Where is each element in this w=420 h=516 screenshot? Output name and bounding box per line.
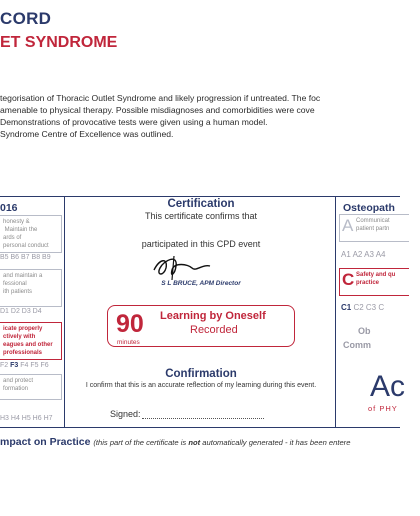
description-line: tegorisation of Thoracic Outlet Syndrome and likely progression if untreated. The foc [0,93,321,103]
record-title: CORD [0,9,52,28]
standard-box-d [0,269,62,307]
right-divider [335,196,336,428]
description-line: Demonstrations of provocative tests were given using a human model. [0,117,268,127]
participation-text: participated in this CPD event [141,239,261,249]
comments-label: Comm [343,340,372,350]
syndrome-title: ET SYNDROME [0,34,118,51]
learning-status: Recorded [190,324,238,336]
left-divider [64,196,65,428]
note-text: (this part of the certificate is [93,438,189,447]
academy-logo-subtitle: of PHY [368,404,398,413]
certification-heading: Certification [167,198,235,210]
code-selected: C1 [341,303,352,312]
standard-box-h [0,374,62,400]
theme-text: Safety and qu practice [356,272,396,286]
theme-codes-a: A1 A2 A3 A4 [341,250,386,259]
code: F4 F5 F6 [18,362,49,369]
code-selected: F3 [10,362,19,369]
certification-subtitle: This certificate confirms that [144,211,258,221]
objectives-label: Ob [358,326,371,336]
standard-text: and maintain a fessional ith patients [3,273,43,295]
impact-heading: mpact on Practice [0,436,91,448]
academy-logo: Ac [370,370,406,403]
osteopath-heading: Osteopath [343,202,395,214]
signature-line[interactable] [142,418,264,419]
standards-title: 016 [0,202,18,214]
learning-type: Learning by Oneself [160,310,266,322]
impact-note [93,438,350,447]
duration-value: 90 [116,310,144,338]
theme-codes-c [341,303,384,312]
duration-unit: minutes [117,339,140,346]
impact-section [0,436,350,448]
standard-codes-f [0,362,49,369]
standard-text: honesty & Maintain the ards of personal conduct [3,219,49,249]
note-text: automatically generated - it has been entere [200,438,351,447]
standard-box-f-selected [0,322,62,360]
code: F2 [0,362,11,369]
standard-box-b [0,215,62,253]
standard-codes-b: B5 B6 B7 B8 B9 [0,254,51,261]
code: C2 C3 C [351,303,385,312]
standard-codes-h: H3 H4 H5 H6 H7 [0,415,53,422]
note-emphasis: not [188,438,201,447]
theme-letter: A [342,216,354,235]
standard-text: and protect formation [3,378,34,392]
theme-box-c-selected [339,268,409,296]
description-line: Syndrome Centre of Excellence was outlined. [0,129,174,139]
signed-label: Signed: [110,409,141,419]
event-description [0,92,420,140]
theme-box-a [339,214,409,242]
theme-text: Communicat patient partn [356,218,390,232]
description-line: amenable to physical therapy. Possible misdiagnoses and comorbidities were cove [0,105,315,115]
confirmation-heading: Confirmation [165,368,237,380]
director-signature [148,252,218,282]
standard-codes-d: D1 D2 D3 D4 [0,308,42,315]
theme-letter: C [342,270,355,289]
standard-text: icate properly ctively with eagues and other professionals [3,326,53,356]
confirmation-text: I confirm that this is an accurate reflection of my learning during this event. [85,382,317,389]
director-name: S L BRUCE, APM Director [161,280,241,287]
